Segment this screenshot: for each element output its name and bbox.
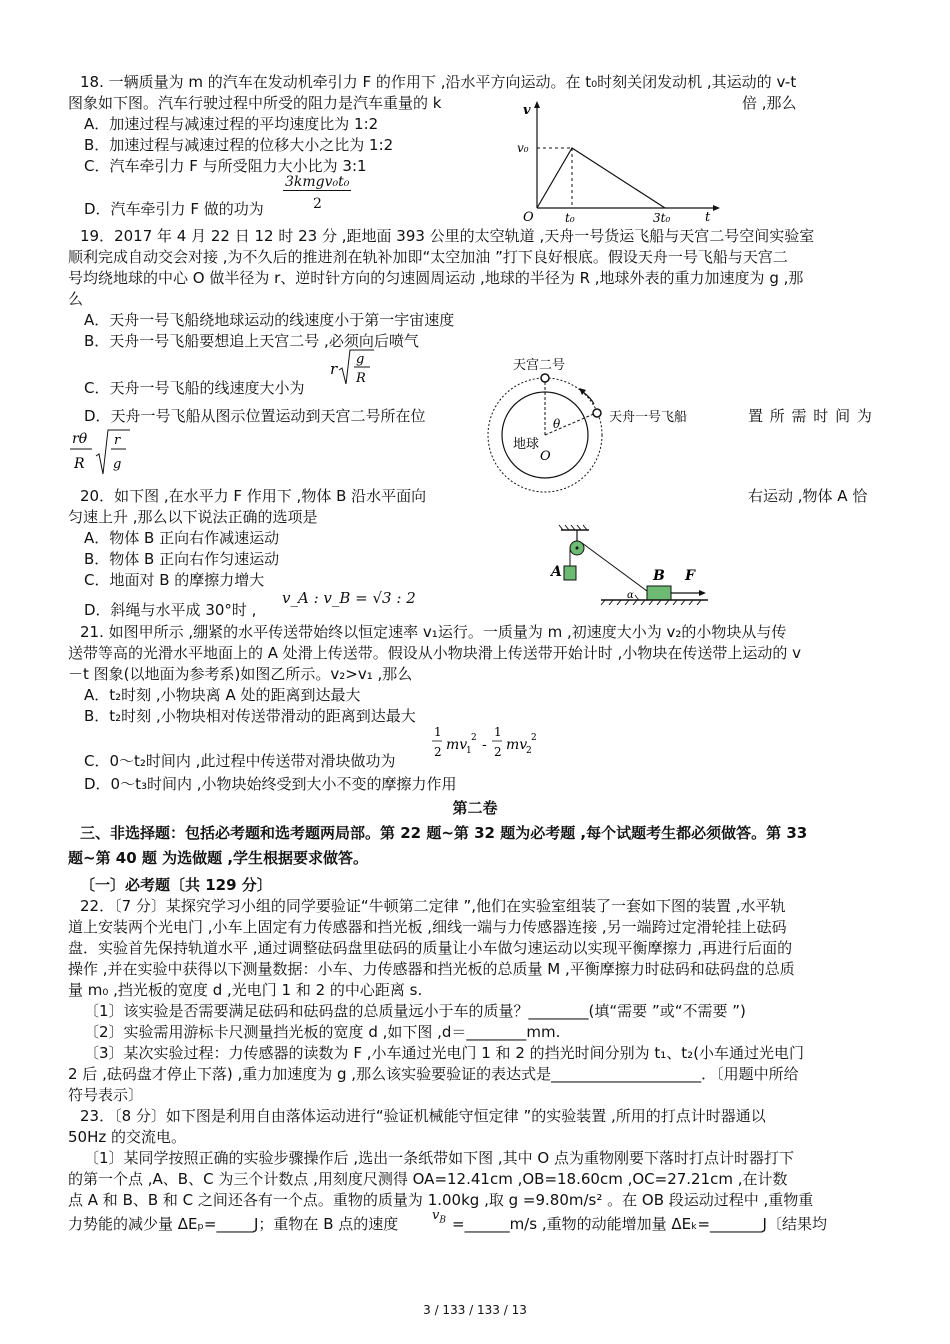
q18-d-denominator: 2 [313, 196, 322, 212]
svg-text:mv: mv [506, 737, 528, 753]
q20-label-f: F [685, 568, 695, 584]
q18-graph-v0-label: v₀ [517, 141, 529, 155]
q21-line3: －t 图象(以地面为参考系)如图乙所示。v₂>v₁ ,那么 [68, 665, 413, 683]
page-footer: 3 / 133 / 133 / 13 [423, 1303, 527, 1317]
q19-orbit-diagram [485, 350, 725, 500]
section2-title: 第二卷 [452, 799, 498, 817]
q21-option-d: D．0～t₃时间内 ,小物块始终受到大小不变的摩擦力作用 [84, 775, 457, 793]
q20-line2: 匀速上升 ,那么以下说法正确的选项是 [68, 508, 318, 526]
q22-line1: 22．〔7 分〕某探究学习小组的同学要验证“牛顿第二定律 ”,他们在实验室组装了一套如下图的装置 ,水平轨 [80, 897, 786, 915]
q19-option-b: B．天舟一号飞船要想追上天宫二号 ,必须向后喷气 [84, 332, 419, 350]
block-b [647, 586, 671, 600]
svg-text:1: 1 [434, 725, 442, 739]
svg-text:mv: mv [446, 737, 468, 753]
q23-line1: 23．〔8 分〕如下图是利用自由落体运动进行“验证机械能守恒定律 ”的实验装置 ,所用的打点计时器通以 [80, 1107, 766, 1125]
q18-vt-graph [515, 96, 720, 224]
q18-option-b: B．加速过程与减速过程的位移大小之比为 1:2 [84, 136, 394, 154]
q19-label-tianzhou: 天舟一号飞船 [609, 410, 688, 425]
q20-d-expression: v_A : v_B = √3 : 2 [282, 589, 416, 607]
svg-text:g: g [356, 352, 365, 367]
q22-sub3c: 符号表示〕 [68, 1086, 144, 1104]
svg-text:r: r [330, 360, 338, 378]
q19-line3: 号均绕地球的中心 O 做半径为 r、逆时针方向的匀速圆周运动 ,地球的半径为 R ,地球外表的重力加速度为 g ,那 [68, 269, 804, 287]
q21-option-c: C．0～t₂时间内 ,此过程中传送带对滑块做功为 [84, 752, 396, 770]
section2-required: 〔一〕必考题〔共 129 分〕 [80, 876, 272, 894]
q23-line6b: =______m/s ,重物的动能增加量 ΔEₖ=_______J〔结果均 [452, 1215, 827, 1233]
q21-option-a: A．t₂时刻 ,小物块离 A 处的距离到达最大 [84, 686, 361, 704]
section2-line2: 题~第 40 题 为选做题 ,学生根据要求做答。 [68, 849, 369, 867]
q20-option-d: D．斜绳与水平成 30°时 , [84, 601, 257, 619]
svg-text:1: 1 [466, 746, 472, 756]
q19-option-d: D．天舟一号飞船从图示位置运动到天宫二号所在位 [84, 407, 426, 425]
svg-text:2: 2 [526, 746, 532, 756]
q20-line1: 20．如下图 ,在水平力 F 作用下 ,物体 B 沿水平面向 [80, 487, 427, 505]
q19-label-tiangong: 天宫二号 [513, 358, 566, 373]
svg-text:2: 2 [471, 733, 477, 743]
block-a [564, 566, 576, 580]
q18-option-a: A．加速过程与减速过程的平均速度比为 1:2 [84, 115, 379, 133]
q18-graph-origin: O [523, 210, 534, 224]
q18-graph-v-label: v [523, 103, 531, 118]
section2-line1: 三、非选择题：包括必考题和选考题两局部。第 22 题~第 32 题为必考题 ,每个试题考生都必须做答。第 33 [80, 824, 808, 842]
q18-option-c: C．汽车牵引力 F 与所受阻力大小比为 3:1 [84, 157, 367, 175]
q19-option-d-tail: 置 所 需 时 间 为 [748, 407, 873, 425]
q20-label-a: A [551, 564, 562, 580]
svg-text:2: 2 [531, 733, 537, 743]
q19-label-o: O [540, 449, 551, 464]
svg-text:2: 2 [494, 745, 502, 759]
q22-line3: 盘．实验首先保持轨道水平 ,通过调整砝码盘里砝码的质量让小车做匀速运动以实现平衡摩擦力 ,再进行后面的 [68, 939, 793, 957]
q22-line2: 道上安装两个光电门 ,小车上固定有力传感器和挡光板 ,细线一端与力传感器连接 ,另一端跨过定滑轮挂上砝码 [68, 918, 787, 936]
q22-sub2: 〔2〕实验需用游标卡尺测量挡光板的宽度 d ,如下图 ,d＝________mm. [84, 1023, 561, 1041]
q19-line4: 么 [68, 290, 84, 308]
q19-label-theta: θ [553, 417, 561, 431]
q23-line2: 50Hz 的交流电。 [68, 1128, 187, 1146]
q22-sub1: 〔1〕该实验是否需要满足砝码和砝码盘的总质量远小于车的质量？________(填“需要 ”或“不需要 ”) [84, 1002, 746, 1020]
svg-text:rθ: rθ [72, 431, 88, 447]
q19-d-formula [68, 426, 132, 480]
q18-graph-t0-label: t₀ [565, 211, 575, 224]
q20-label-alpha: α [627, 590, 634, 601]
svg-text:R: R [356, 371, 366, 386]
q18-option-d: D．汽车牵引力 F 做的功为 [84, 200, 264, 218]
svg-text:1: 1 [494, 725, 502, 739]
q20-line1-tail: 右运动 ,物体 A 恰 [748, 487, 868, 505]
q19-c-formula [330, 346, 376, 390]
q20-label-b: B [653, 568, 665, 584]
q23-line5: 点 A 和 B、B 和 C 之间还各有一个点。重物的质量为 1.00kg ,取 g =9.80m/s² 。在 OB 段运动过程中 ,重物重 [68, 1191, 814, 1209]
q18-line1: 18. 一辆质量为 m 的汽车在发动机牵引力 F 的作用下 ,沿水平方向运动。在 t₀时刻关闭发动机 ,其运动的 v-t [80, 73, 797, 91]
q19-line1: 19．2017 年 4 月 22 日 12 时 23 分 ,距地面 393 公里的太空轨道 ,天舟一号货运飞船与天宫二号空间实验室 [80, 227, 815, 245]
q20-pulley-diagram [543, 522, 713, 608]
q21-c-formula [432, 722, 562, 772]
q18-graph-t-label: t [705, 210, 711, 224]
q20-option-c: C．地面对 B 的摩擦力增大 [84, 571, 265, 589]
q19-option-a: A．天舟一号飞船绕地球运动的线速度小于第一宇宙速度 [84, 311, 455, 329]
q23-vb-symbol: $v_B$ [432, 1208, 446, 1226]
q19-option-c: C．天舟一号飞船的线速度大小为 [84, 379, 305, 397]
q21-line2: 送带等高的光滑水平地面上的 A 处滑上传送带。假设从小物块滑上传送带开始计时 ,小物块在传送带上运动的 v [68, 644, 801, 662]
q18-d-numerator: 3kmgv₀t₀ [285, 174, 350, 190]
tianzhou-marker [593, 409, 601, 417]
q23-line3: 〔1〕某同学按照正确的实验步骤操作后 ,选出一条纸带如下图 ,其中 O 点为重物刚要下落时打点计时器打下 [84, 1149, 794, 1167]
svg-text:R: R [74, 456, 85, 472]
q22-line4: 操作 ,并在实验中获得以下测量数据：小车、力传感器和挡光板的总质量 M ,平衡摩擦力时砝码和砝码盘的总质 [68, 960, 795, 978]
q23-line6a: 力势能的减少量 ΔEₚ=_____J；重物在 B 点的速度 [68, 1215, 399, 1233]
q18-line2: 图象如下图。汽车行驶过程中所受的阻力是汽车重量的 k [68, 94, 442, 112]
svg-text:2: 2 [434, 745, 442, 759]
q22-sub3b: 2 后 ,砝码盘才停止下落) ,重力加速度为 g ,那么该实验要验证的表达式是____________________．〔用题中所给 [68, 1065, 799, 1083]
q20-option-b: B．物体 B 正向右作匀速运动 [84, 550, 280, 568]
q18-graph-3t0-label: 3t₀ [653, 211, 671, 224]
q23-line4: 的第一个点 ,A、B、C 为三个计数点 ,用刻度尺测得 OA=12.41cm ,OB=18.60cm ,OC=27.21cm ,在计数 [68, 1170, 788, 1188]
svg-text:g: g [113, 457, 122, 472]
tiangong-marker [541, 374, 549, 382]
q22-sub3a: 〔3〕某次实验过程：力传感器的读数为 F ,小车通过光电门 1 和 2 的挡光时间分别为 t₁、t₂(小车通过光电门 [84, 1044, 805, 1062]
q22-line5: 量 m₀ ,挡光板的宽度 d ,光电门 1 和 2 的中心距离 s. [68, 981, 423, 999]
q21-option-b: B．t₂时刻 ,小物块相对传送带滑动的距离到达最大 [84, 707, 416, 725]
q19-line2: 顺利完成自动交会对接 ,为不久后的推进剂在轨补加即“太空加油 ”打下良好根底。假设天舟一号飞船与天宫二 [68, 248, 788, 266]
q21-line1: 21. 如图甲所示 ,绷紧的水平传送带始终以恒定速率 v₁运行。一质量为 m ,初速度大小为 v₂的小物块从与传 [80, 623, 787, 641]
svg-text:r: r [114, 433, 121, 448]
q20-option-a: A．物体 B 正向右作减速运动 [84, 529, 280, 547]
q18-line2-tail: 倍 ,那么 [742, 94, 797, 112]
svg-text:-: - [482, 737, 487, 753]
q19-label-earth: 地球 [513, 437, 540, 452]
